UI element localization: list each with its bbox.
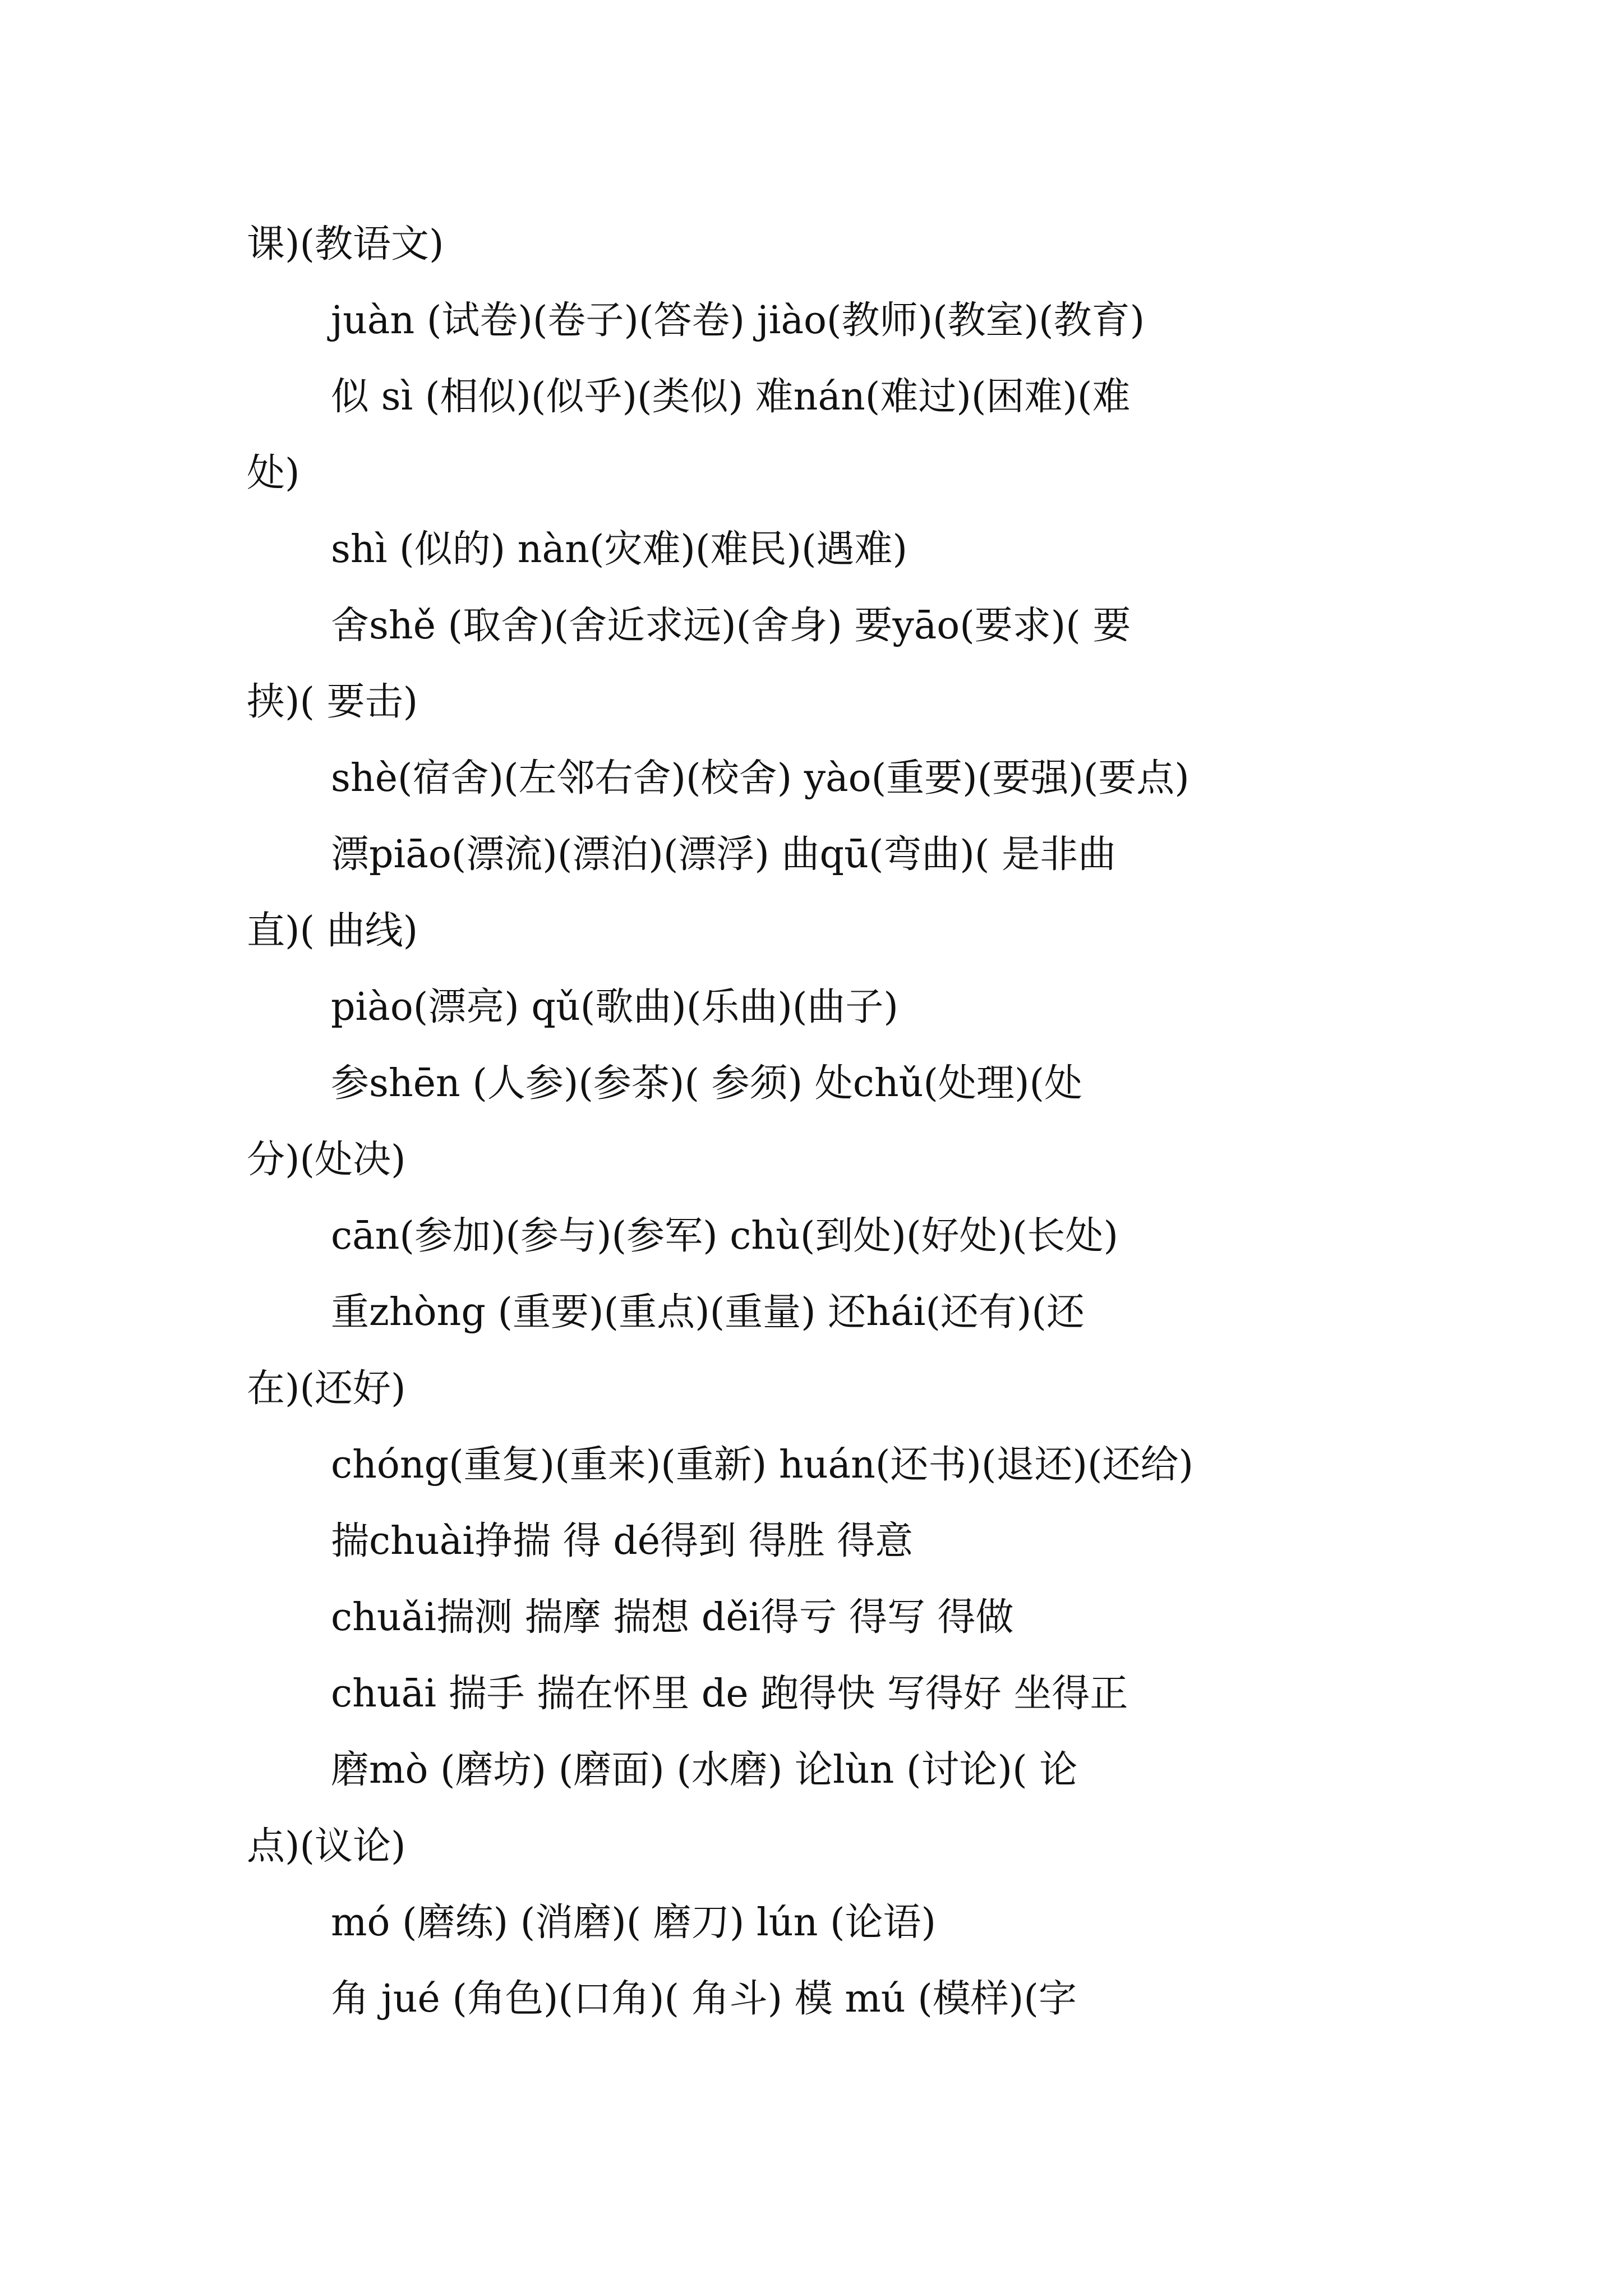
text-line-18: 揣chuài挣揣 得 dé得到 得胜 得意 [331, 1519, 914, 1563]
text-line-4: 处) [247, 451, 300, 495]
text-line-24: 角 jué (角色)(口角)( 角斗) 模 mú (模样)(字 [331, 1977, 1077, 2021]
text-line-2: juàn (试卷)(卷子)(答卷) jiào(教师)(教室)(教育) [331, 298, 1145, 343]
text-line-12: 参shēn (人参)(参茶)( 参须) 处chǔ(处理)(处 [331, 1061, 1083, 1106]
text-line-5: shì (似的) nàn(灾难)(难民)(遇难) [331, 527, 908, 572]
text-line-22: 点)(议论) [247, 1824, 406, 1869]
text-line-8: shè(宿舍)(左邻右舍)(校舍) yào(重要)(要强)(要点) [331, 756, 1189, 800]
text-line-17: chóng(重复)(重来)(重新) huán(还书)(退还)(还给) [331, 1443, 1194, 1487]
document-body [247, 206, 1413, 2037]
text-line-21: 磨mò (磨坊) (磨面) (水磨) 论lùn (讨论)( 论 [331, 1748, 1078, 1792]
text-line-15: 重zhòng (重要)(重点)(重量) 还hái(还有)(还 [331, 1290, 1085, 1335]
text-line-6: 舍shě (取舍)(舍近求远)(舍身) 要yāo(要求)( 要 [331, 604, 1131, 648]
text-line-3: 似 sì (相似)(似乎)(类似) 难nán(难过)(困难)(难 [331, 375, 1131, 419]
text-line-7: 挟)( 要击) [247, 680, 418, 724]
text-line-9: 漂piāo(漂流)(漂泊)(漂浮) 曲qū(弯曲)( 是非曲 [331, 832, 1117, 877]
text-line-16: 在)(还好) [247, 1366, 406, 1411]
text-line-14: cān(参加)(参与)(参军) chù(到处)(好处)(长处) [331, 1214, 1119, 1258]
text-line-19: chuǎi揣测 揣摩 揣想 děi得亏 得写 得做 [331, 1595, 1014, 1640]
text-line-10: 直)( 曲线) [247, 909, 418, 953]
text-line-13: 分)(处决) [247, 1138, 406, 1182]
text-line-23: mó (磨练) (消磨)( 磨刀) lún (论语) [331, 1901, 937, 1945]
text-line-1: 课)(教语文) [247, 222, 444, 266]
text-line-20: chuāi 揣手 揣在怀里 de 跑得快 写得好 坐得正 [331, 1672, 1128, 1716]
text-line-11: piào(漂亮) qǔ(歌曲)(乐曲)(曲子) [331, 985, 898, 1029]
